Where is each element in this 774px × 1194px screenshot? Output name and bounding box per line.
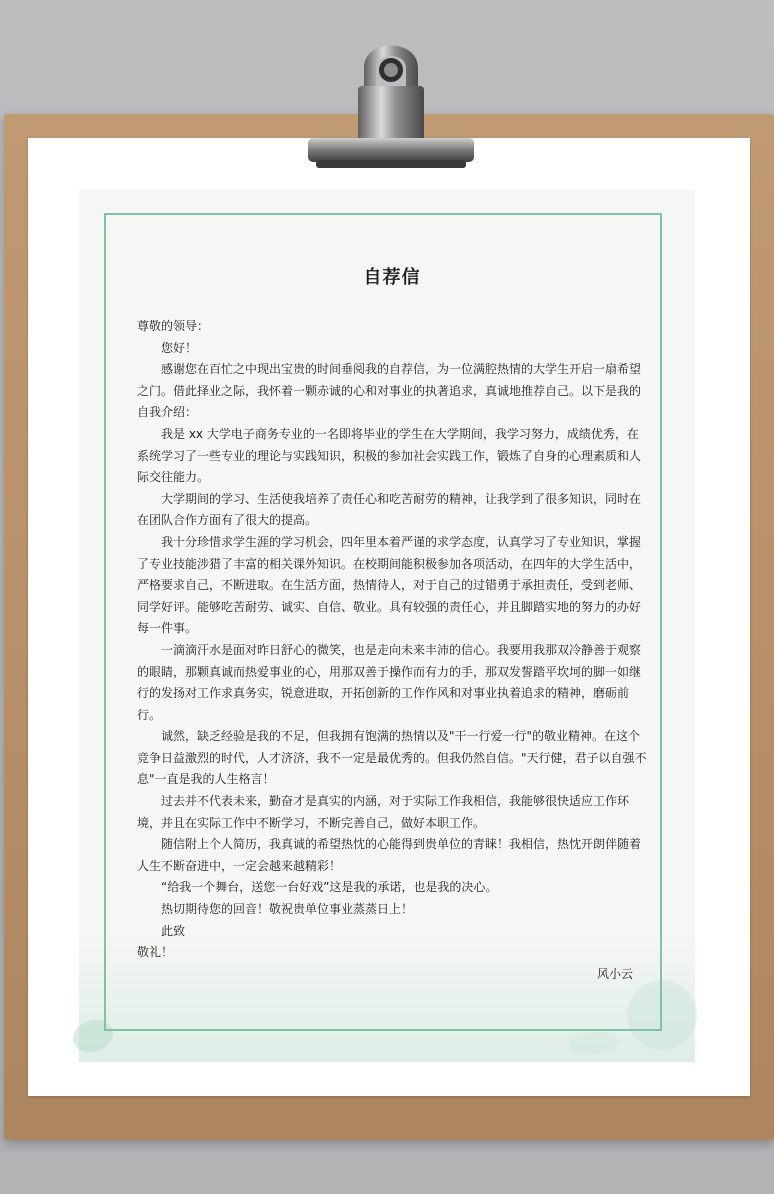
closing: 此致: [161, 923, 186, 938]
paragraph: 大学期间的学习、生活使我培养了责任心和吃苦耐劳的精神，让我学到了很多知识，同时在在团队合作方面有了很大的提高。: [137, 491, 642, 528]
paragraph: 感谢您在百忙之中现出宝贵的时间垂阅我的自荐信，为一位满腔热情的大学生开启一扇希望之门。借此择业之际，我怀着一颗赤诚的心和对事业的执著追求，真诚地推荐自己。以下是我的自我介绍：: [137, 362, 642, 420]
paragraph: 热切期待您的回音！敬祝贵单位事业蒸蒸日上！: [161, 902, 414, 917]
letter-content: [137, 266, 647, 985]
regards: 敬礼！: [137, 945, 174, 960]
binder-clip-icon: [306, 28, 476, 178]
paragraph: “给我一个舞台，送您一台好戏”这是我的承诺，也是我的决心。: [161, 880, 498, 895]
paragraph: 诚然，缺乏经验是我的不足，但我拥有饱满的热情以及"干一行爱一行"的敬业精神。在这个竞争日益激烈的时代，人才济济，我不一定是最优秀的。但我仍然自信。"天行健，君子以自强不息"一直是我的人生格言！: [137, 729, 647, 787]
salutation: 尊敬的领导：: [137, 319, 210, 333]
leaf-decoration-right-small: [569, 1032, 619, 1054]
paragraph: 我十分珍惜求学生涯的学习机会，四年里本着严谨的求学态度，认真学习了专业知识，掌握了专业技能涉猎了丰富的相关课外知识。在校期间能积极参加各项活动，在四年的大学生活中，严格要求自己，不断进取。在生活方面，热情待人，对于自己的过错勇于承担责任，受到老师、同学好评。能够吃苦耐劳、诚实、自信、敬业。具有较强的责任心，并且脚踏实地的努力的办好每一件事。: [137, 534, 642, 636]
paragraph: 一滴滴汗水是面对昨日舒心的微笑，也是走向未来丰沛的信心。我要用我那双冷静善于观察的眼睛，那颗真诚而热爱事业的心，用那双善于操作而有力的手，那双发誓踏平坎坷的脚一如继行的发扬对工作求真务实，锐意进取，开拓创新的工作作风和对事业执着追求的精神，磨砺前行。: [137, 642, 642, 722]
paragraph: 随信附上个人简历，我真诚的希望热忱的心能得到贵单位的青睐！我相信，热忱开朗伴随着人生不断奋进中，一定会越来越精彩！: [137, 837, 642, 873]
letter-title: 自荐信: [363, 267, 421, 288]
greeting: 您好！: [161, 340, 198, 355]
paragraph: 我是 xx 大学电子商务专业的一名即将毕业的学生在大学期间，我学习努力，成绩优秀，在系统学习了一些专业的理论与实践知识，积极的参加社会实践工作，锻炼了自身的心理素质和人际交往能力。: [137, 426, 642, 485]
signature: 风小云: [596, 966, 633, 981]
paragraph: 过去并不代表未来，勤奋才是真实的内涵，对于实际工作我相信，我能够很快适应工作环境，并且在实际工作中不断学习，不断完善自己，做好本职工作。: [137, 794, 630, 830]
